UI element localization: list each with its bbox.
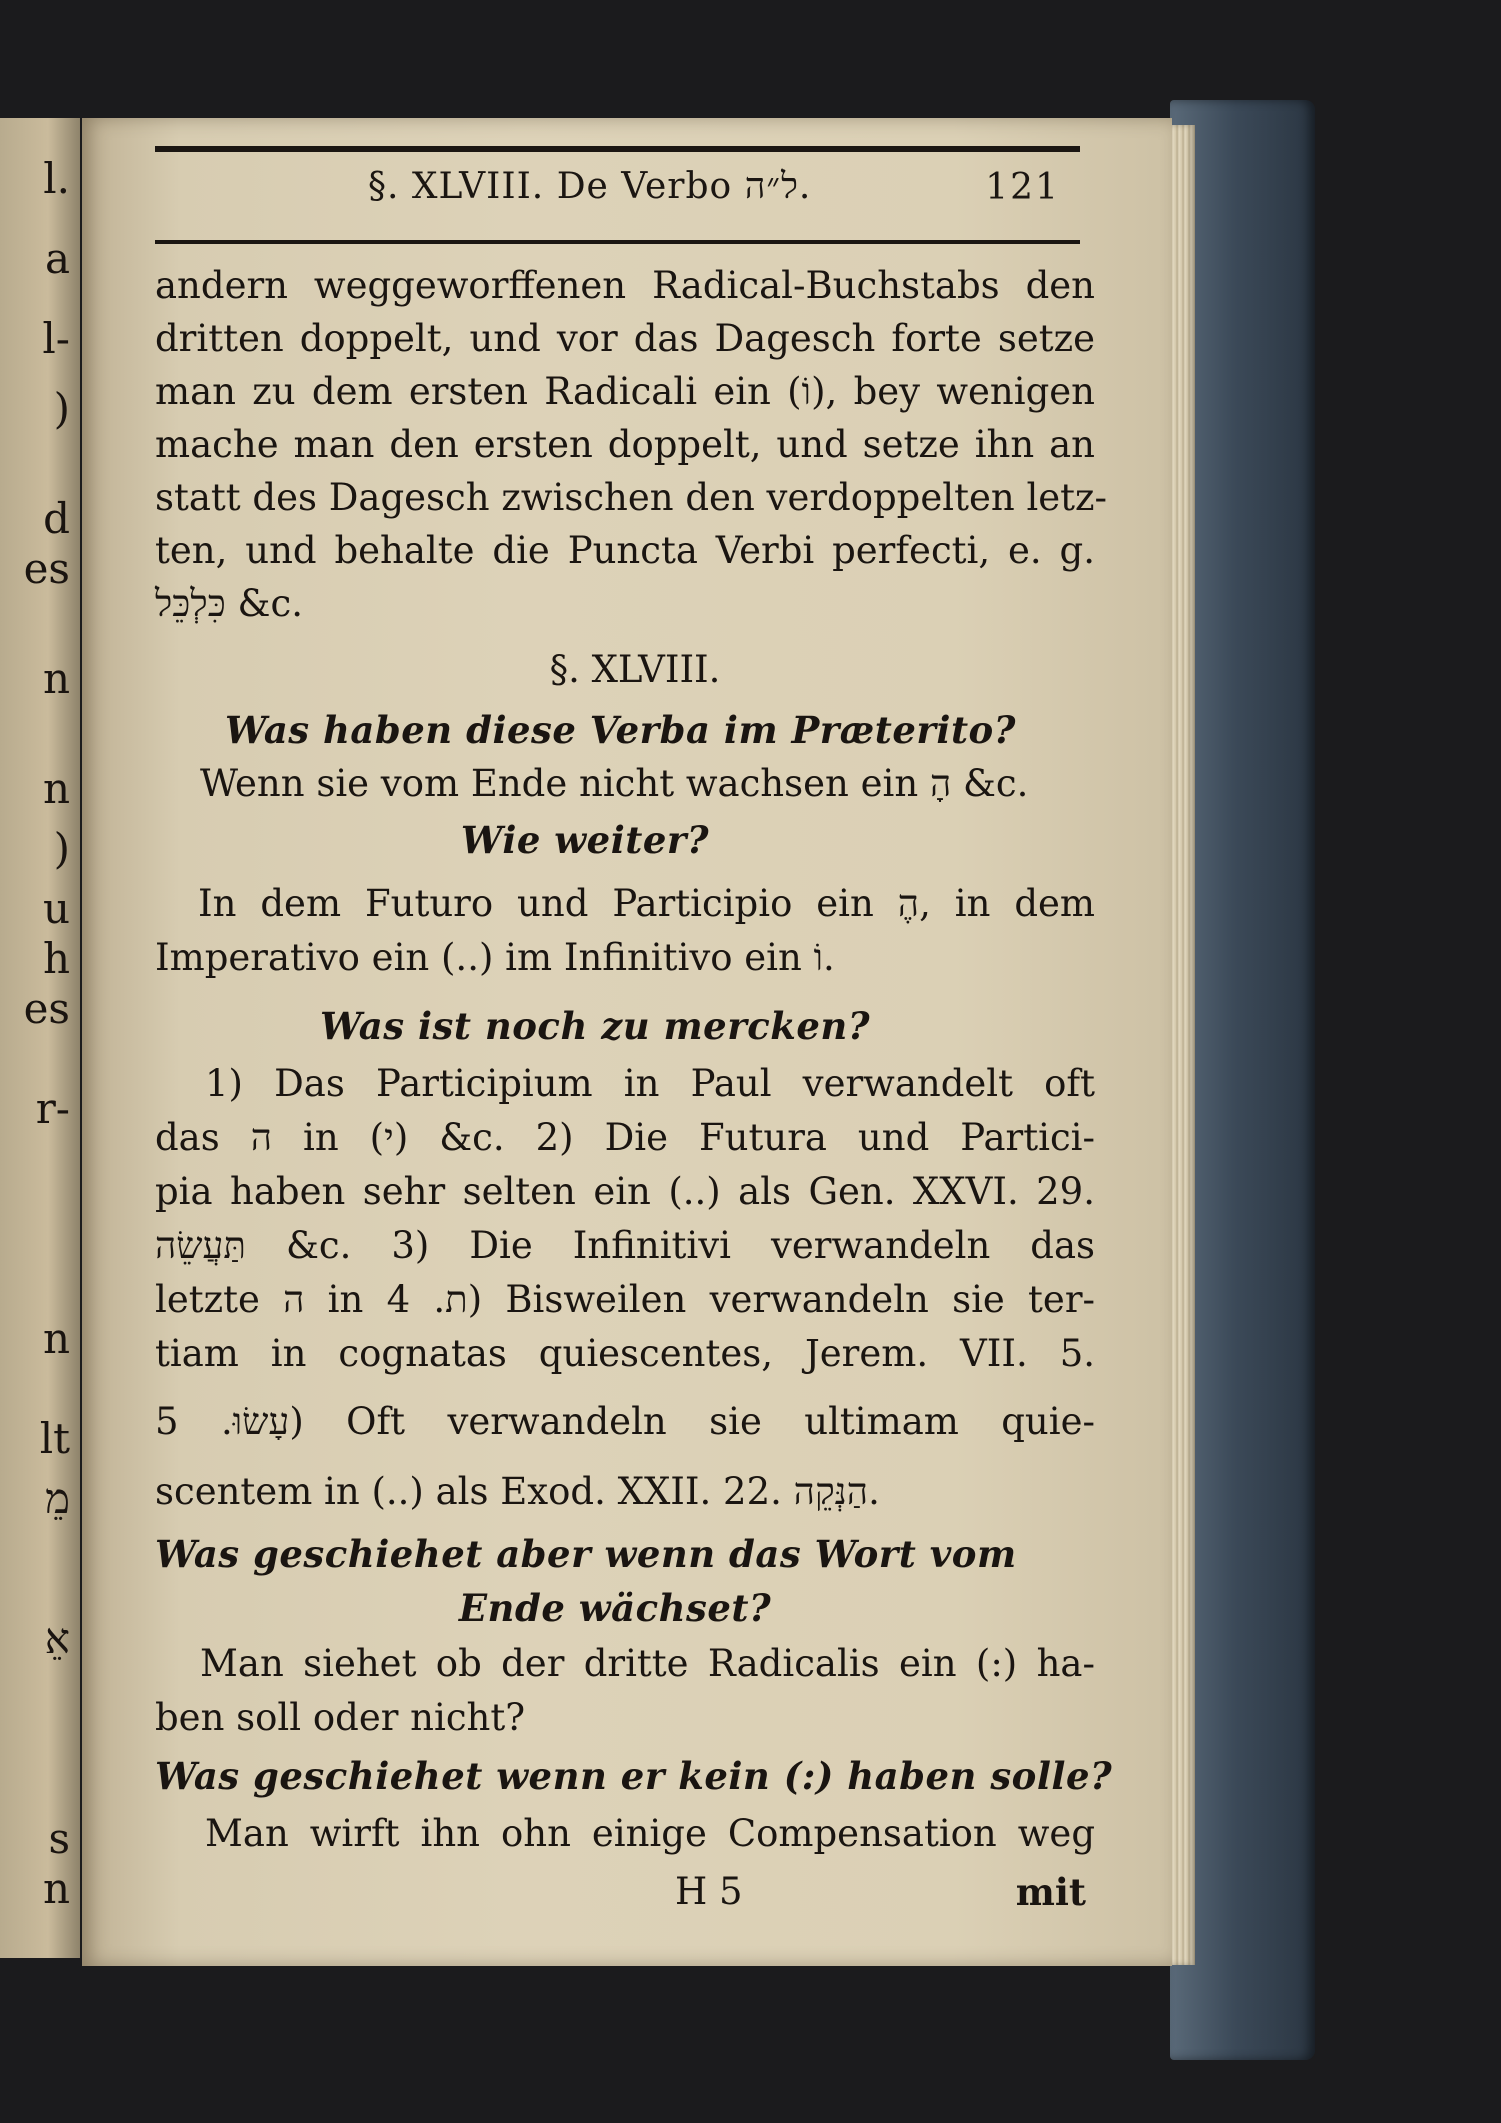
answer-line: 1) Das Participium in Paul verwandelt oft: [205, 1062, 1095, 1105]
left-fragment: lt: [39, 1414, 70, 1463]
left-fragment: a: [44, 234, 70, 283]
left-fragment: d: [43, 494, 70, 543]
answer-line: Wenn sie vom Ende nicht wachsen ein הָ &c.: [200, 762, 1029, 805]
left-fragment: ): [53, 824, 70, 873]
left-fragment: אֵ: [44, 1614, 70, 1663]
left-fragment: n: [42, 764, 70, 813]
left-page-edge: [0, 118, 80, 1958]
body-line: ben soll oder nicht?: [155, 1696, 526, 1739]
body-line: ten, und behalte die Puncta Verbi perfecti, e. g.: [155, 529, 1095, 572]
question-line: Was ist noch zu mercken?: [319, 1004, 871, 1048]
body-line: תַּעֲשֵׂה &c. 3) Die Infinitivi verwandeln das: [155, 1224, 1095, 1267]
left-fragment: s: [48, 1814, 70, 1863]
answer-line: In dem Futuro und Participio ein הֶ, in dem: [198, 882, 1095, 925]
running-head-title: §. XLVIII. De Verbo ל״ה.: [368, 166, 812, 207]
left-fragment: r-: [35, 1084, 70, 1133]
page-number: 121: [985, 167, 1060, 208]
body-line: man zu dem ersten Radicali ein (וֹ), bey wenigen: [155, 370, 1095, 413]
left-fragment: h: [42, 934, 70, 983]
body-line: das ה in (י) &c. 2) Die Futura und Partici-: [155, 1116, 1095, 1159]
signature-mark: H 5: [675, 1870, 743, 1913]
question-line: Was haben diese Verba im Præterito?: [225, 708, 1016, 752]
body-line: letzte ה in ת. 4) Bisweilen verwandeln sie ter-: [155, 1278, 1096, 1321]
top-rule: [155, 146, 1080, 152]
body-line: andern weggeworffenen Radical-Buchstabs den: [155, 264, 1095, 307]
body-line: scentem in (..) als Exod. XXII. 22. הַנְּקֵה.: [155, 1470, 880, 1513]
body-line: mache man den ersten doppelt, und setze ihn an: [155, 423, 1095, 466]
left-fragment: es: [23, 544, 70, 593]
body-line: כִּלְכֵּל &c.: [155, 582, 303, 625]
left-fragment: ): [53, 384, 70, 433]
question-line: Wie weiter?: [460, 818, 710, 862]
body-line: עָשׂוּ. 5) Oft verwandeln sie ultimam quie-: [155, 1400, 1095, 1443]
question-line: Ende wächset?: [458, 1586, 772, 1630]
head-rule: [155, 240, 1080, 244]
question-line: Was geschiehet aber wenn das Wort vom: [155, 1532, 1017, 1576]
left-fragment: n: [42, 1864, 70, 1913]
body-line: statt des Dagesch zwischen den verdoppelten letz-: [155, 476, 1108, 519]
answer-line: Man siehet ob der dritte Radicalis ein (:) ha-: [200, 1642, 1095, 1685]
body-line: pia haben sehr selten ein (..) als Gen. XXVI. 29.: [155, 1170, 1095, 1213]
catchword: mit: [1015, 1870, 1086, 1914]
left-fragment: l-: [42, 314, 70, 363]
section-heading: §. XLVIII.: [549, 648, 721, 691]
left-fragment: n: [42, 1314, 70, 1363]
left-fragment: u: [42, 884, 70, 933]
body-line: tiam in cognatas quiescentes, Jerem. VII. 5.: [155, 1332, 1095, 1375]
body-line: dritten doppelt, und vor das Dagesch forte setze: [155, 317, 1095, 360]
running-head: [155, 165, 1080, 235]
left-fragment: מֵ: [45, 1474, 70, 1523]
left-fragment: l.: [43, 154, 70, 203]
body-line: Imperativo ein (..) im Infinitivo ein וֹ.: [155, 936, 835, 979]
left-fragment: n: [42, 654, 70, 703]
question-line: Was geschiehet wenn er kein (:) haben solle?: [155, 1754, 1113, 1798]
left-fragment: es: [23, 984, 70, 1033]
answer-line: Man wirft ihn ohn einige Compensation weg: [205, 1812, 1095, 1855]
